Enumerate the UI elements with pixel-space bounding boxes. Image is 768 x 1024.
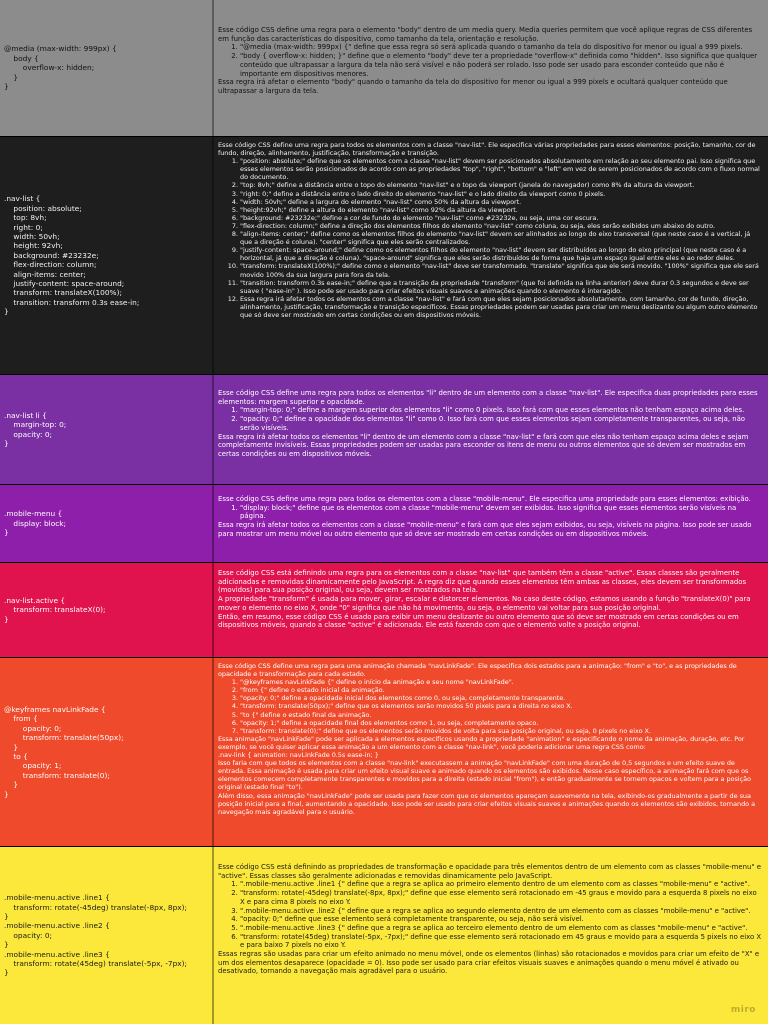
- explanation-sticky[interactable]: [214, 563, 768, 657]
- explanation-outro: Essa animação "navLinkFade" pode ser aplicada a elementos específicos usando a propriedade "animation" e especificando o nome da animação, duração, etc. Por exemplo, se você quiser aplicar essa animação a um elemento com a classe "nav-link", você poderia adicionar uma regra CSS como: .nav-link { animation: navLinkFade 0.5s ease-in; } Isso faria com que todos os elementos com a classe "nav-link" executassem a animação "navLinkFade" com uma duração de 0,5 segundos e um efeito suave de entrada. Essa animação é usada para criar um efeito visual suave e animado quando os elementos são exibidos. Nesse caso específico, a animação fará com que os elementos comecem completamente transparentes e movidos para a direita (estado inicial "from"), e então gradualmente se tornem opacos e voltem para a posição original (estado final "to"). Além disso, essa animação "navLinkFade" pode ser usada para fazer com que os elementos apareçam suavemente na tela, exibindo-os gradualmente a partir de sua posição inicial para a final, aumentando a opacidade. Isso pode ser usado para criar efeitos visuais suaves e animações quando os elementos são exibidos, tornando a navegação mais agradável para o usuário.: [218, 734, 756, 816]
- explanation-sticky[interactable]: [214, 485, 768, 562]
- mobile-menu-lines-row: [0, 847, 768, 1024]
- explanation-list: [218, 406, 762, 432]
- explanation-list-item: 4. "transform: translate(50px);" define que os elementos serão movidos 50 pixels para a direita no eixo X.: [240, 702, 762, 710]
- explanation-intro: Esse código CSS está definindo uma regra para os elementos com a classe "nav-list" que também têm a classe "active". Essas classes são geralmente adicionadas e removidas dinamicamente pelo JavaScript. A regra diz que quando esses elementos têm ambas as classes, eles devem ser transformados (movidos) para sua posição original, ou seja, devem ser mostrados na tela.: [218, 569, 747, 595]
- explanation-list-item: 1. "@keyframes navLinkFade {" define o início da animação e seu nome "navLinkFade".: [240, 678, 762, 686]
- explanation-list-item: 7. "flex-direction: column;" define a direção dos elementos filhos do elemento "nav-list" como coluna, ou seja, eles serão exibidos um abaixo do outro.: [240, 222, 762, 230]
- code-snippet: @media (max-width: 999px) { body { overflow-x: hidden; } }: [4, 44, 117, 92]
- explanation-list-item: 1. "position: absolute;" define que os elementos com a classe "nav-list" devem ser posicionados absolutamente em relação ao seu elemento pai. Isso significa que esses elementos serão posicionados de acordo com as propriedades "top", "right", "bottom" e "left" em vez de serem posicionados de acordo com o fluxo normal do documento.: [240, 157, 762, 181]
- explanation-list-item: 12. Essa regra irá afetar todos os elementos com a classe "nav-list" e fará com que eles sejam posicionados absolutamente, com tamanho, cor de fundo, direção, alinhamento, justificação, transformação e transição específicos. Essas propriedades podem ser usadas para criar um menu deslizante ou algum outro elemento que só deve ser mostrado em certas condições ou em dispositivos móveis.: [240, 295, 762, 319]
- explanation-list-item: 2. "transform: rotate(-45deg) translate(-8px, 8px);" define que esse elemento será rotacionado em -45 graus e movido para a esquerda 8 pixels no eixo X e para cima 8 pixels no eixo Y.: [240, 889, 762, 906]
- explanation-outro: A propriedade "transform" é usada para mover, girar, escalar e distorcer elementos. No caso deste código, estamos usando a função "translateX(0)" para mover o elemento no eixo X, onde "0" significa que não há movimento, ou seja, o elemento vai voltar para sua posição original. Então, em resumo, esse código CSS é usado para exibir um menu deslizante ou outro elemento que só deve ser mostrado em certas condições ou em dispositivos móveis, quando a classe "active" é adicionada. Ele está fazendo com que o elemento volte a posição original.: [218, 595, 751, 630]
- explanation-list-item: 6. "background: #23232e;" define a cor de fundo do elemento "nav-list" como #23232e, ou seja, uma cor escura.: [240, 214, 762, 222]
- code-sticky[interactable]: [0, 375, 214, 484]
- navlinkfade-row: [0, 658, 768, 847]
- explanation-list-item: 1. ".mobile-menu.active .line1 {" define que a regra se aplica ao primeiro elemento dentro de um elemento com as classes "mobile-menu" e "active".: [240, 880, 762, 889]
- explanation-intro: Esse código CSS define uma regra para todos os elementos com a classe "nav-list". Ele especifica várias propriedades para esses elementos: posição, tamanho, cor de fundo, direção, alinhamento, justificação, transformação e transição.: [218, 141, 756, 158]
- explanation-list: [218, 678, 762, 735]
- code-sticky[interactable]: [0, 137, 214, 374]
- nav-list-active-row: [0, 563, 768, 658]
- explanation-sticky[interactable]: [214, 375, 768, 484]
- explanation-outro: Essa regra irá afetar todos os elementos com a classe "mobile-menu" e fará com que eles sejam exibidos, ou seja, visíveis na página. Isso pode ser usado para mostrar um menu móvel ou outro elemento que só deve ser mostrado em certas condições ou em dispositivos móveis.: [218, 521, 752, 538]
- explanation-sticky[interactable]: [214, 137, 768, 374]
- code-snippet: .nav-list.active { transform: translateX(0); }: [4, 595, 106, 624]
- explanation-list-item: 2. "top: 8vh;" define a distância entre o topo do elemento "nav-list" e o topo da viewport (janela do navegador) como 8% da altura da viewport.: [240, 181, 762, 189]
- nav-list-row: [0, 137, 768, 375]
- media-query-row: [0, 0, 768, 137]
- explanation-list: [218, 880, 762, 950]
- explanation-list-item: 6. "opacity: 1;" define a opacidade final dos elementos como 1, ou seja, completamente opaco.: [240, 719, 762, 727]
- explanation-list-item: 1. "margin-top: 0;" define a margem superior dos elementos "li" como 0 pixels. Isso fará com que esses elementos não tenham espaço acima deles.: [240, 406, 762, 415]
- explanation-intro: Esse código CSS define uma regra para todos os elementos "li" dentro de um elemento com a classe "nav-list". Ele especifica duas propriedades para esses elementos: margem superior e opacidade.: [218, 389, 758, 406]
- explanation-list-item: 5. ".mobile-menu.active .line3 {" define que a regra se aplica ao terceiro elemento dentro de um elemento com as classes "mobile-menu" e "active".: [240, 924, 762, 933]
- explanation-list: [218, 157, 762, 319]
- code-snippet: .nav-list { position: absolute; top: 8vh; right: 0; width: 50vh; height: 92vh; background: #23232e; flex-direction: column; align-items: center; justify-content: space-around; transform: translateX(100%); transition: transform 0.3s ease-in; }: [4, 194, 140, 317]
- explanation-list-item: 3. "right: 0;" define a distância entre o lado direito do elemento "nav-list" e o lado direito da viewport como 0 pixels.: [240, 190, 762, 198]
- explanation-list-item: 3. "opacity: 0;" define a opacidade inicial dos elementos como 0, ou seja, completamente transparente.: [240, 694, 762, 702]
- explanation-intro: Esse código CSS define uma regra para o elemento "body" dentro de um media query. Media queries permitem que você aplique regras de CSS diferentes em função das características do dispositivo, como tamanho da tela, orientação e resolução.: [218, 26, 753, 43]
- explanation-outro: Essa regra irá afetar o elemento "body" quando o tamanho da tela do dispositivo for menor ou igual a 999 pixels e ocultará qualquer conteúdo que ultrapassar a largura da tela.: [218, 78, 728, 95]
- code-sticky[interactable]: [0, 0, 214, 136]
- explanation-list-item: 4. "width: 50vh;" define a largura do elemento "nav-list" como 50% da altura da viewport.: [240, 198, 762, 206]
- code-sticky[interactable]: [0, 563, 214, 657]
- explanation-list-item: 6. "transform: rotate(45deg) translate(-5px, -7px);" define que esse elemento será rotacionado em 45 graus e movido para a esquerda 5 pixels no eixo X e para baixo 7 pixels no eixo Y.: [240, 933, 762, 950]
- miro-logo: miro: [730, 1005, 756, 1015]
- explanation-sticky[interactable]: [214, 847, 768, 1024]
- explanation-list-item: 5. "height:92vh;" define a altura do elemento "nav-list" como 92% da altura da viewport.: [240, 206, 762, 214]
- explanation-intro: Esse código CSS está definindo as propriedades de transformação e opacidade para três elementos dentro de um elemento com as classes "mobile-menu" e "active". Essas classes são geralmente adicionadas e removidas dinamicamente pelo JavaScript.: [218, 863, 761, 880]
- explanation-sticky[interactable]: [214, 658, 768, 846]
- code-snippet: .mobile-menu.active .line1 { transform: rotate(-45deg) translate(-8px, 8px); } .mobile-menu.active .line2 { opacity: 0; } .mobile-menu.active .line3 { transform: rotate(45deg) translate(-5px, -7px); }: [4, 893, 188, 978]
- explanation-list-item: 8. "align-items: center;" define como os elementos filhos do elemento "nav-list" devem ser alinhados ao longo do eixo transversal (que neste caso é a vertical, já que a direção é coluna). "center" significa que eles serão centralizados.: [240, 230, 762, 246]
- code-sticky[interactable]: [0, 847, 214, 1024]
- explanation-outro: Essas regras são usadas para criar um efeito animado no menu móvel, onde os elementos (linhas) são rotacionados e movidos para criar um efeito de "X" e um dos elementos desaparece (opacidade = 0). Isso pode ser usado para criar efeitos visuais suaves e animações quando o menu móvel é ativado ou desativado, tornando a navegação mais agradável para o usuário.: [218, 950, 760, 976]
- code-snippet: @keyframes navLinkFade { from { opacity: 0; transform: translate(50px); } to { opacity: 1; transform: translate(0); } }: [4, 704, 124, 799]
- explanation-outro: Essa regra irá afetar todos os elementos "li" dentro de um elemento com a classe "nav-list" e fará com que eles não tenham espaço acima deles e sejam completamente invisíveis. Essas propriedades podem ser usadas para esconder os itens de menu ou outros elementos que só devem ser mostrados em certas condições ou em dispositivos móveis.: [218, 432, 749, 458]
- explanation-list-item: 7. "transform: translate(0);" define que os elementos serão movidos de volta para sua posição original, ou seja, 0 pixels no eixo X.: [240, 727, 762, 735]
- explanation-list-item: 4. "opacity: 0;" define que esse elemento será completamente transparente, ou seja, não será visível.: [240, 915, 762, 924]
- explanation-list-item: 1. "@media (max-width: 999px) {" define que essa regra só será aplicada quando o tamanho da tela do dispositivo for menor ou igual a 999 pixels.: [240, 43, 762, 52]
- explanation-list-item: 5. "to {" define o estado final da animação.: [240, 711, 762, 719]
- explanation-list-item: 10. "transform: translateX(100%);" define como o elemento "nav-list" deve ser transformado. "translate" significa que ele será movido. "100%" significa que ele será movido 100% da sua largura para fora da tela.: [240, 262, 762, 278]
- explanation-list-item: 3. ".mobile-menu.active .line2 {" define que a regra se aplica ao segundo elemento dentro de um elemento com as classes "mobile-menu" e "active".: [240, 907, 762, 916]
- explanation-list-item: 9. "justify-content: space-around;" define como os elementos filhos do elemento "nav-list" devem ser distribuídos ao longo do eixo principal (que neste caso é a horizontal, já que a direção é coluna). "space-around" significa que eles serão distribuídos de forma que haja um espaço igual entre eles e ao redor deles.: [240, 246, 762, 262]
- explanation-list: [218, 43, 762, 78]
- explanation-list: [218, 504, 762, 521]
- nav-list-li-row: [0, 375, 768, 485]
- explanation-sticky[interactable]: [214, 0, 768, 136]
- code-sticky[interactable]: [0, 658, 214, 846]
- explanation-list-item: 2. "opacity: 0;" define a opacidade dos elementos "li" como 0. Isso fará com que esses elementos sejam completamente transparentes, ou seja, não serão visíveis.: [240, 415, 762, 432]
- explanation-intro: Esse código CSS define uma regra para uma animação chamada "navLinkFade". Ele especifica dois estados para a animação: "from" e "to", e as propriedades de opacidade e transformação para cada estado.: [218, 662, 737, 679]
- code-sticky[interactable]: [0, 485, 214, 562]
- explanation-list-item: 2. "from {" define o estado inicial da animação.: [240, 686, 762, 694]
- mobile-menu-row: [0, 485, 768, 563]
- explanation-intro: Esse código CSS define uma regra para todos os elementos com a classe "mobile-menu". Ele especifica uma propriedade para esses elementos: exibição.: [218, 495, 751, 503]
- explanation-list-item: 11. "transition: transform 0.3s ease-in;" define que a transição da propriedade "transform" (que foi definida na linha anterior) deve durar 0.3 segundos e deve ser suave ( "ease-in" ). Isso pode ser usado para criar efeitos visuais suaves e animações quando o elemento é interagido.: [240, 279, 762, 295]
- code-snippet: .mobile-menu { display: block; }: [4, 509, 67, 538]
- explanation-list-item: 1. "display: block;" define que os elementos com a classe "mobile-menu" devem ser exibidos. Isso significa que esses elementos serão visíveis na página.: [240, 504, 762, 521]
- code-snippet: .nav-list li { margin-top: 0; opacity: 0; }: [4, 410, 67, 448]
- explanation-list-item: 2. "body { overflow-x: hidden; }" define que o elemento "body" deve ter a propriedade "overflow-x" definida como "hidden". Isso significa que qualquer conteúdo que ultrapassar a largura da tela não será visível e não poderá ser rolado. Isso pode ser usado para esconder conteúdo que não é importante em dispositivos menores.: [240, 52, 762, 78]
